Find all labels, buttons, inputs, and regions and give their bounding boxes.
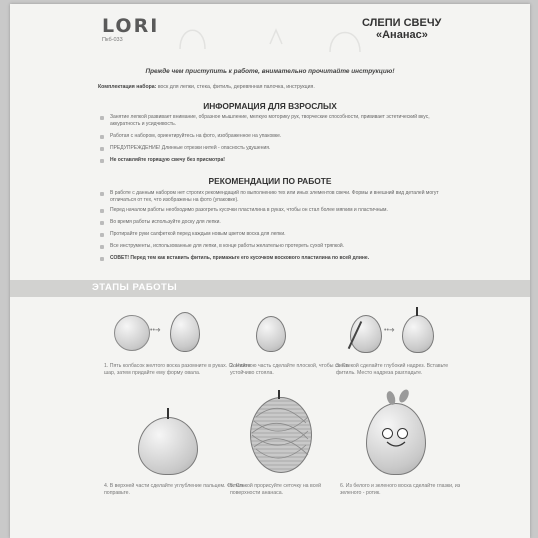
product-code: Пкб-033: [102, 37, 123, 43]
wick-icon: [167, 408, 169, 419]
eye-icon: [397, 428, 408, 439]
recommendation-item: Перед началом работы необходимо разогреть кусочки пластилина в руках, чтобы он стал более мягким и пластичным.: [98, 207, 448, 214]
step-4-caption: 4. В верхней части сделайте углубление пальцем. Фитиль поправьте.: [104, 483, 245, 496]
step-6-caption: 6. Из белого и зеленого воска сделайте глазки, из зеленого - ротик.: [340, 483, 461, 496]
stages-banner: [10, 280, 530, 297]
faint-background-illustration-icon: [160, 14, 380, 54]
adults-item: Не оставляйте горящую свечу без присмотра!: [98, 157, 448, 164]
kit-label: Комплектация набора:: [98, 84, 157, 90]
step-5-caption: 5. Стекой прорисуйте сеточку на всей поверхности ананаса.: [230, 483, 322, 496]
brand-logo: LORI: [102, 15, 160, 37]
step-2-caption: 2. Нижнюю часть сделайте плоской, чтобы свеча устойчиво стояла.: [230, 363, 349, 376]
arrow-right-icon: ••➜: [384, 327, 395, 334]
leaf-icon: [398, 388, 410, 404]
adults-item: ПРЕДУПРЕЖДЕНИЕ! Длинные отрезки нитей - опасность удушения.: [98, 145, 448, 152]
adults-item: Работая с набором, ориентируйтесь на фото, изображенное на упаковке.: [98, 133, 448, 140]
adults-item: Занятие лепкой развивает внимание, образное мышление, мелкую моторику рук, творческие способности, прививает эстетический вкус, аккуратность и усидчивость.: [98, 114, 448, 128]
recommendation-item: Протирайте руки салфеткой перед каждым новым цветом воска для лепки.: [98, 231, 448, 238]
recommendation-item: Все инструменты, использованные для лепки, в конце работы желательно протереть сухой тряпкой.: [98, 243, 448, 250]
eye-icon: [382, 428, 393, 439]
recommendation-item: СОВЕТ! Перед тем как вставить фитиль, примажьте его кусочком воскового пластилина по всей длине.: [98, 255, 448, 262]
pineapple-candle-icon: [366, 403, 426, 475]
stages-heading: ЭТАПЫ РАБОТЫ: [92, 282, 178, 293]
recommendations-list: [98, 190, 448, 262]
instruction-sheet: [10, 4, 530, 538]
smile-icon: [385, 440, 407, 450]
wick-icon: [416, 307, 418, 316]
oval-with-wick-icon: [402, 315, 434, 353]
wax-oval-icon: [170, 312, 200, 352]
product-title-line1: СЛЕПИ СВЕЧУ: [362, 17, 442, 29]
product-title-line2: «Ананас»: [376, 29, 428, 41]
step-3-caption: 3. Стекой сделайте глубокий надрез. Вставьте фитиль. Место надреза разгладьте.: [336, 363, 449, 376]
recommendations-heading: РЕКОМЕНДАЦИИ ПО РАБОТЕ: [208, 176, 332, 186]
wick-icon: [278, 390, 280, 399]
kit-contents: [98, 84, 498, 90]
step-1-caption: 1. Пять колбасок желтого воска разомните в руках. Скатайте шар, затем придайте ему форму овала.: [104, 363, 251, 376]
grid-lines-icon: [250, 397, 310, 471]
recommendation-item: В работе с данным набором нет строгих рекомендаций по выполнению тех или иных элементов свечи. Формы и внешний вид деталей могут отличаться от тех, что изображены на фото (упаковке).: [98, 190, 448, 204]
arrow-right-icon: ••➜: [150, 327, 161, 334]
flat-bottom-oval-icon: [256, 316, 286, 352]
wax-ball-icon: [114, 315, 150, 351]
kit-text: воск для лепки, стека, фитиль, деревянная палочка, инструкция.: [157, 84, 315, 90]
adults-info-list: [98, 114, 448, 164]
adults-info-heading: ИНФОРМАЦИЯ ДЛЯ ВЗРОСЛЫХ: [203, 101, 337, 111]
recommendation-item: Во время работы используйте доску для лепки.: [98, 219, 448, 226]
read-instruction-warning: Прежде чем приступить к работе, внимательно прочитайте инструкцию!: [145, 68, 395, 75]
candle-body-icon: [138, 417, 198, 475]
